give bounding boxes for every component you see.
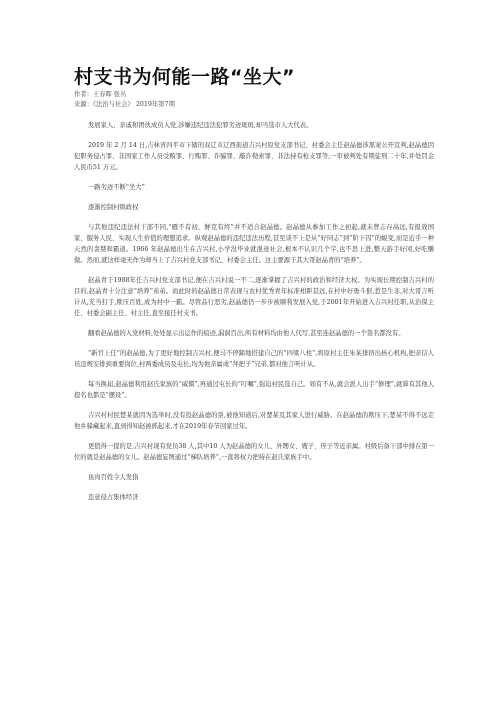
body-paragraph: 吉兴村村民楚某就因为选举时,没有投赵晶德的票,被他知道后,对楚某及其家人进行威胁。在赵晶德的欺压下,楚某不得不远走他乡躲藏起来,直到得知赵被抓起来,才在2019年春节回家过年。 xyxy=(74,412,434,430)
article-title: 村支书为何能一路“坐大” xyxy=(74,66,295,88)
author-label: 作者： xyxy=(74,91,93,98)
author-names: 王春晖 张丛 xyxy=(92,91,127,98)
body-paragraph: “新官上任”的赵晶德,为了更好地控制吉兴村,便马不停蹄地搭建自己的“四梁八柱”,将原村主任朱某排挤出核心机构,把亲信人员违规安排到重要岗位,村两委成员及屯长,均为他亲属或“拜把子”兄弟,都对他言听计从。 xyxy=(74,350,434,368)
body-paragraph: 每当换届,赵晶德利用赵氏家族的“威慑”,再通过屯长的“叮嘱”,强迫村民选自己。如有不从,就会派人出手“修理”,就算有其他人提名也都是“摆设”。 xyxy=(74,381,434,399)
section-heading: 一路劣迹不断“坐大” xyxy=(88,184,145,191)
source-publication: 《法治与社会》 2019年第7期 xyxy=(92,101,175,108)
author-line xyxy=(74,89,126,98)
body-paragraph: 翻看赵晶德的入党材料,处处显示出运作的痕迹,漏洞百出,所有材料均由他人代写,甚至连赵晶德的一个签名都没有。 xyxy=(88,330,405,337)
section-heading: 逐渐控制村级政权 xyxy=(88,204,139,211)
body-paragraph: 与其他违纪违法村干部不同,“雁不有初、鲜克有终”并不适合赵晶德。赵晶德从参加工作之初起,就未曾志存高远,有报效国家、服务人民、实现人生价值的理想追求。纵观赵晶德的违纪违法历程,甚至谈不上是从“好同志”到“阶下囚”的蜕变,而是近乎一种天然的贪婪和霸道。1966 年赵晶德出生在吉兴村,小学没毕业就混迹社会,根本不认识几个字,也不思上进,整天游手好闲,好吃懒做。然而,就这样毫无作为却当上了吉兴村党支部书记、村委会主任。这主要源于其大哥赵晶青的“培养”。 xyxy=(74,224,434,264)
body-paragraph: 赵晶青于1988年任吉兴村党支部书记,便在吉兴村说一不二,逐渐掌握了吉兴村的政治和经济大权。为实现长期控制吉兴村的目的,赵晶青十分注意“培养”弟弟。而此时的赵晶德日常表现与农村优秀青年标准相距甚远,在村中好勇斗狠,惹是生非,对大哥言听计从,充当打手,欺压百姓,成为村中一霸。尽管品行恶劣,赵晶德仍一步步被顺利发展入党,于2001年开始进入吉兴村任职,从治保主任、村委会副主任、村主任,直至接任村支书。 xyxy=(74,277,434,317)
body-paragraph: 2019 年 2 月 14 日,吉林省四平市下辖的双辽市辽西街道吉兴村原党支部书记、村委会主任赵晶德涉黑案公开宣判,赵晶德因犯职务侵占罪、非国家工作人员受贿罪、行贿罪、诈骗罪、敲诈勒索罪、非法持有枪支罪等,一审被判处有期徒刑二十年,并处罚金人民币51 万元。 xyxy=(74,142,434,171)
body-paragraph: 发展家人、亲戚和团伙成员入党,涉嫌违纪违法犯罪劣迹斑斑,却当选市人大代表。 xyxy=(88,122,313,129)
article-body xyxy=(74,120,434,512)
body-paragraph: 更值得一提的是,吉兴村现有党员38 人,其中10 人为赵晶德的女儿、外甥女、嫂子、侄子等近亲属。村级后备干部中排在第一位的就是赵晶德的女儿。赵晶德妄图通过“梯队培养”,一直将权力把持在赵氏家族手中。 xyxy=(74,443,434,461)
section-heading: 鱼肉百姓令人发指 xyxy=(88,474,139,481)
source-line xyxy=(74,99,175,108)
source-label: 来源： xyxy=(74,101,93,108)
section-heading: 恣意侵占集体经济 xyxy=(88,494,139,501)
